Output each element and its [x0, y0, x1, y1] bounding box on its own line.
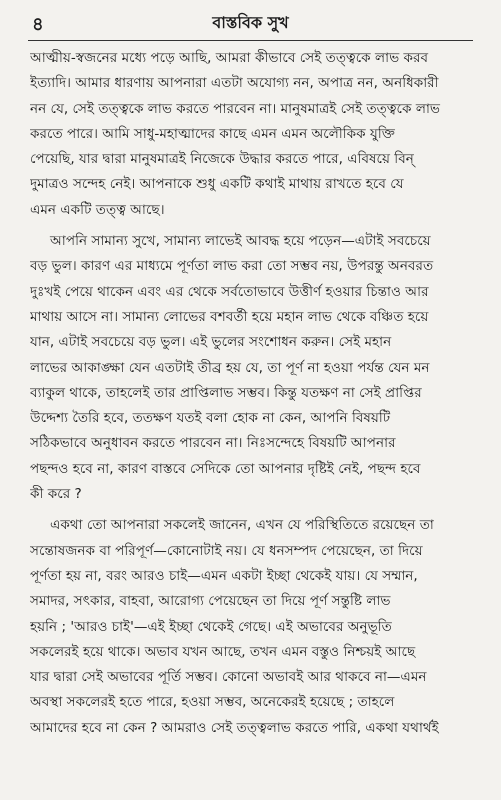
- text-line: পেয়েছি, যার দ্বারা মানুষমাত্রই নিজেকে উদ্ধার করতে পারে, এবিষয়ে বিন্: [30, 151, 414, 168]
- text-line: হয়নি ; 'আরও চাই'—এই ইচ্ছা থেকেই গেছে। এই অভাবের অনুভূতি: [30, 618, 392, 635]
- text-line: একথা তো আপনারা সকলেই জানেন, এখন যে পরিস্থিতিতে রয়েছেন তা: [50, 517, 434, 534]
- text-line: আমাদের হবে না কেন ? আমরাও সেই তত্ত্বলাভ করতে পারি, একথা যথার্থই: [30, 719, 439, 736]
- page-header: [0, 6, 501, 34]
- text-line: সকলেরই হয়ে থাকে। অভাব যখন আছে, তখন এমন বস্তুও নিশ্চয়ই আছে: [30, 643, 416, 660]
- text-line: ব্যাকুল থাকে, তাহলেই তার প্রাপ্তিলাভ সম্ভব। কিন্তু যতক্ষণ না সেই প্রাপ্তির: [30, 384, 422, 401]
- body-text: [30, 46, 474, 741]
- text-line: সমাদর, সৎকার, বাহবা, আরোগ্য পেয়েছেন তা দিয়ে পূর্ণ সন্তুষ্টি লাভ: [30, 593, 391, 610]
- text-line: পছন্দও হবে না, কারণ বাস্তবে সেদিকে তো আপনার দৃষ্টিই নেই, পছন্দ হবে: [30, 460, 421, 477]
- text-line: বড় ভুল। কারণ এর মাধ্যমে পূর্ণতা লাভ করা তো সম্ভব নয়, উপরন্তু অনবরত: [30, 258, 434, 275]
- text-line: আত্মীয়-স্বজনের মধ্যে পড়ে আছি, আমরা কীভাবে সেই তত্ত্বকে লাভ করব: [30, 50, 429, 66]
- text-line: দুমাত্রও সন্দেহ নেই। আপনাকে শুধু একটি কথাই মাথায় রাখতে হবে যে: [30, 176, 404, 193]
- text-line: পূর্ণতা হয় না, বরং আরও চাই—এমন একটা ইচ্ছা থেকেই যায়। যে সম্মান,: [30, 567, 418, 584]
- text-line: লাভের আকাঙ্ক্ষা যেন এতটাই তীব্র হয় যে, তা পূর্ণ না হওয়া পর্যন্ত যেন মন: [30, 359, 430, 376]
- page-number: ৪: [32, 14, 44, 35]
- text-line: ইত্যাদি। আমার ধারণায় আপনারা এতটা অযোগ্য নন, অপাত্র নন, অনধিকারী: [30, 75, 439, 92]
- text-line: আপনি সামান্য সুখে, সামান্য লাভেই আবদ্ধ হয়ে পড়েন—এটাই সবচেয়ে: [50, 233, 431, 250]
- text-line: নন যে, সেই তত্ত্বকে লাভ করতে পারবেন না। মানুষমাত্রই সেই তত্ত্বকে লাভ: [30, 100, 441, 117]
- text-line: মাথায় আসে না। সামান্য লোভের বশবর্তী হয়ে মহান লাভ থেকে বঞ্চিত হয়ে: [30, 308, 429, 325]
- paragraph-2: [30, 229, 474, 507]
- text-line: এমন একটি তত্ত্ব আছে।: [30, 201, 165, 218]
- text-line: করতে পারে। আমি সাধু-মহাত্মাদের কাছে এমন এমন অলৌকিক যুক্তি: [30, 125, 395, 142]
- text-line: যার দ্বারা সেই অভাবের পূর্তি সম্ভব। কোনো অভাবই আর থাকবে না—এমন: [30, 669, 427, 686]
- text-line: উদ্দেশ্য তৈরি হবে, ততক্ষণ যতই বলা হোক না কেন, আপনি বিষয়টি: [30, 410, 391, 427]
- paragraph-1: [30, 46, 474, 223]
- text-line: সন্তোষজনক বা পরিপূর্ণ—কোনোটাই নয়। যে ধনসম্পদ পেয়েছেন, তা দিয়ে: [30, 542, 423, 559]
- header-rule: [28, 40, 473, 41]
- running-title: বাস্তবিক সুখ: [212, 13, 289, 32]
- text-line: কী করে ?: [30, 486, 82, 503]
- text-line: অবস্থা সকলেরই হতে পারে, হওয়া সম্ভব, অনেকেরই হয়েছে ; তাহলে: [30, 694, 395, 711]
- text-line: দুঃখই পেয়ে থাকেন এবং এর থেকে সর্বতোভাবে উত্তীর্ণ হওয়ার চিন্তাও আর: [30, 283, 429, 300]
- paragraph-3: [30, 513, 474, 741]
- text-line: যান, এটাই সবচেয়ে বড় ভুল। এই ভুলের সংশোধন করুন। সেই মহান: [30, 334, 392, 351]
- text-line: সঠিকভাবে অনুধাবন করতে পারবেন না। নিঃসন্দেহে বিষয়টি আপনার: [30, 435, 396, 452]
